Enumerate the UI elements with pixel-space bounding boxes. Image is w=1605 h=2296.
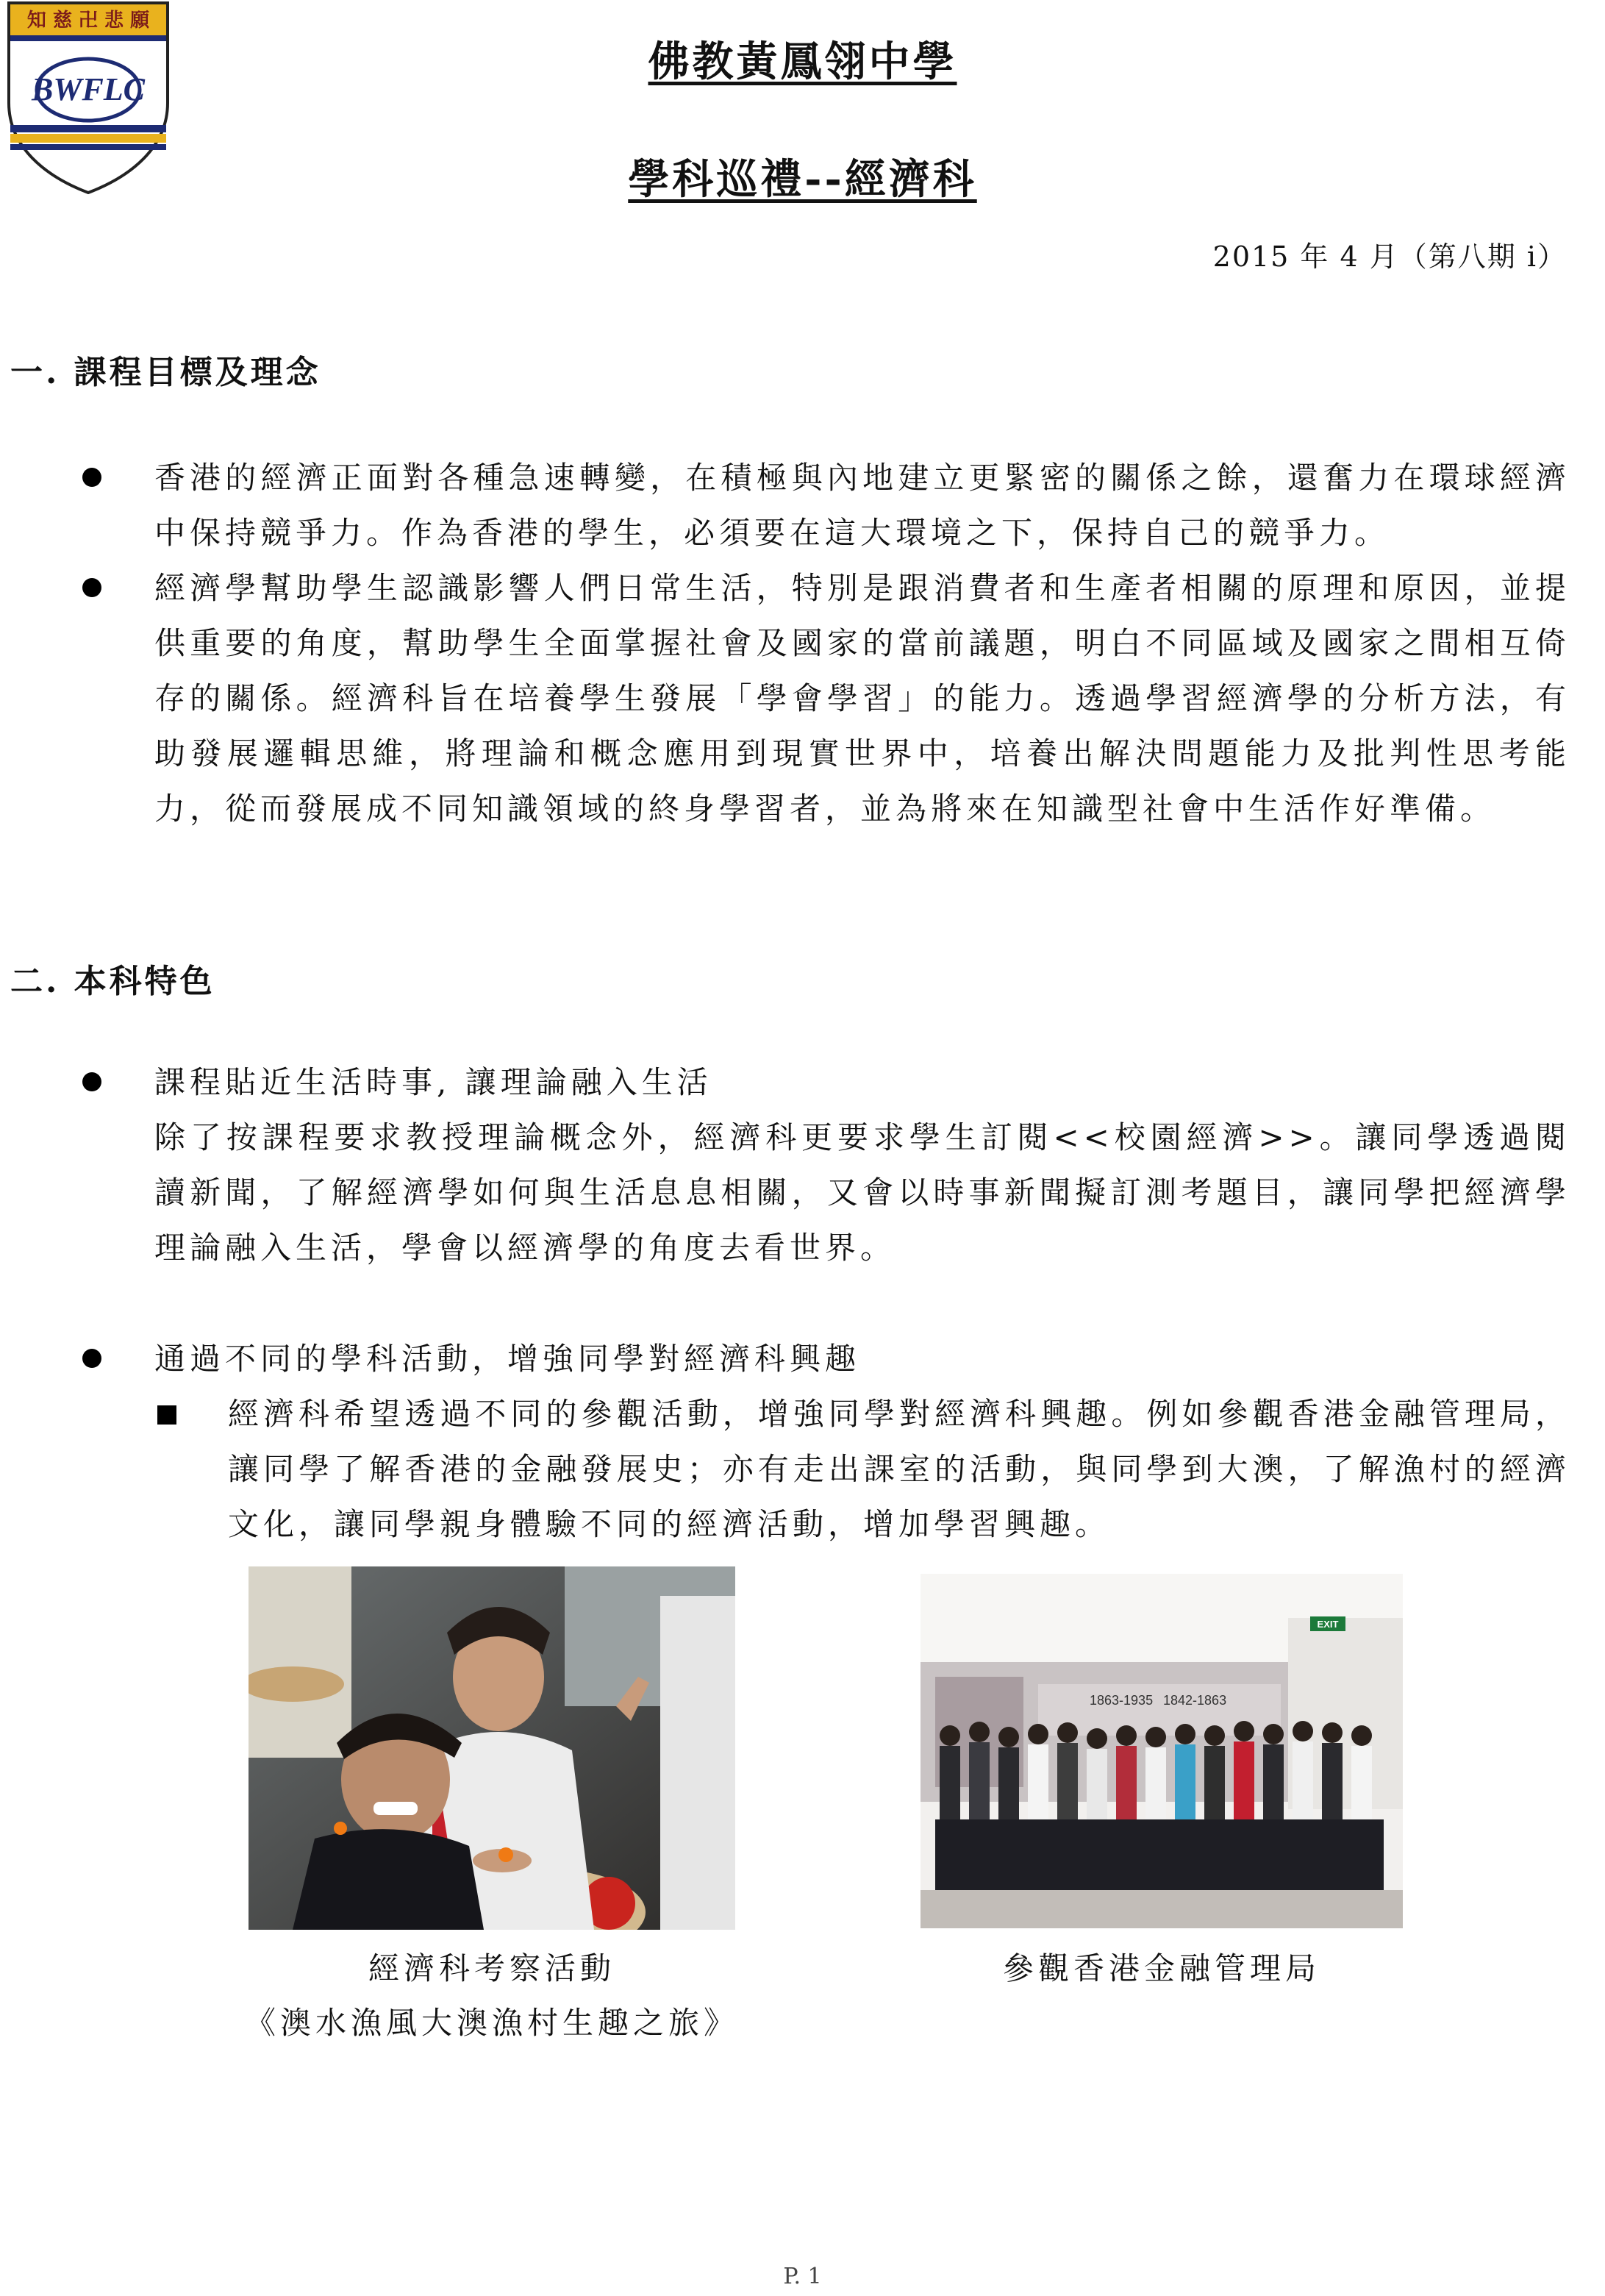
page-number: P. 1	[783, 2264, 822, 2289]
bullet-icon	[82, 1349, 101, 1368]
bullet-icon	[82, 468, 101, 487]
exit-sign-text: EXIT	[1317, 1619, 1339, 1630]
feature-2-title: 通過不同的學科活動，增強同學對經濟科興趣	[154, 1341, 861, 1377]
left-photo-caption-2: 《澳水漁風大澳漁村生趣之旅》	[244, 2005, 739, 2041]
objectives-paragraph-1: 香港的經濟正面對各種急速轉變，在積極與內地建立更緊密的關係之餘，還奮力在環球經濟中保持競爭力。作為香港的學生，必須要在這大環境之下，保持自己的競爭力。	[154, 460, 1570, 551]
left-photo-caption-1: 經濟科考察活動	[368, 1950, 615, 1986]
bullet-icon	[82, 1072, 101, 1091]
feature-1-body: 除了按課程要求教授理論概念外，經濟科更要求學生訂閱<<校園經濟>>。讓同學透過閱讀新聞，了解經濟學如何與生活息息相關，又會以時事新聞擬訂測考題目，讓同學把經濟學理論融入生活，學會以經濟學的角度去看世界。	[154, 1119, 1570, 1266]
exhibit-label-1863: 1863-1935	[1090, 1693, 1154, 1708]
tai-o-trip-photo	[249, 1566, 735, 1930]
page-title: 學科巡禮--經濟科	[628, 155, 977, 204]
logo-monogram: BWFLC	[31, 71, 146, 107]
section-heading-objectives: 一. 課程目標及理念	[10, 354, 321, 391]
square-bullet-icon	[157, 1405, 176, 1425]
bullet-icon	[82, 578, 101, 597]
objectives-paragraph-2: 經濟學幫助學生認識影響人們日常生活，特別是跟消費者和生產者相關的原理和原因，並提供重要的角度，幫助學生全面掌握社會及國家的當前議題，明白不同區域及國家之間相互倚存的關係。經濟科旨在培養學生發展「學會學習」的能力。透過學習經濟學的分析方法，有助發展邏輯思維，將理論和概念應用到現實世界中，培養出解決問題能力及批判性思考能力，從而發展成不同知識領域的終身學習者，並為將來在知識型社會中生活作好準備。	[154, 570, 1570, 827]
feature-2-detail: 經濟科希望透過不同的參觀活動，增強同學對經濟科興趣。例如參觀香港金融管理局，讓同學了解香港的金融發展史；亦有走出課室的活動，與同學到大澳，了解漁村的經濟文化，讓同學親身體驗不同的經濟活動，增加學習興趣。	[228, 1396, 1570, 1542]
hkma-visit-photo	[921, 1574, 1403, 1928]
school-name: 佛教黃鳳翎中學	[648, 38, 957, 86]
section-heading-features: 二. 本科特色	[10, 963, 215, 1000]
issue-date: 2015 年 4 月（第八期 i）	[1212, 240, 1567, 273]
logo-top-text: 知 慈 卍 悲 願	[26, 10, 150, 32]
exhibit-label-1842: 1842-1863	[1163, 1693, 1227, 1708]
right-photo-caption: 參觀香港金融管理局	[1002, 1950, 1320, 1986]
feature-1-title: 課程貼近生活時事, 讓理論融入生活	[154, 1064, 712, 1100]
